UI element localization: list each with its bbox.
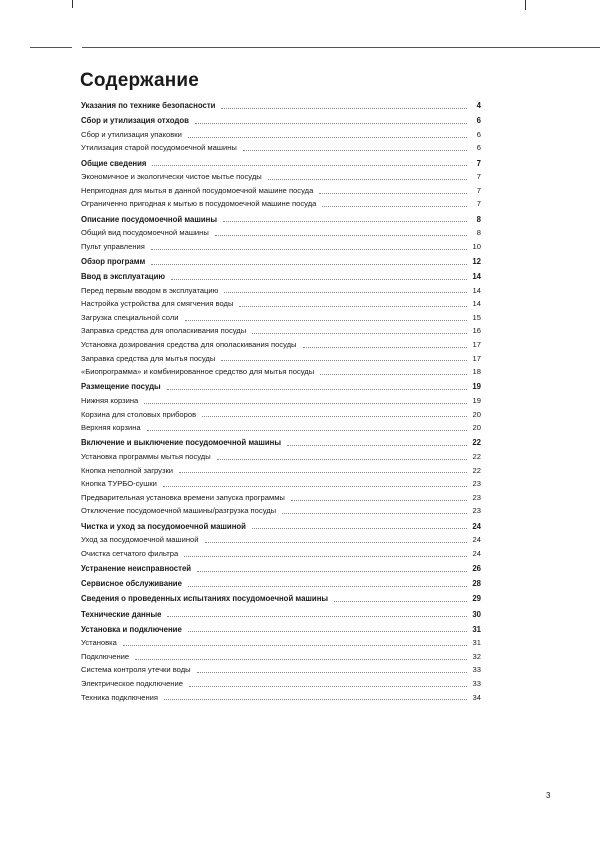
dot-leader	[185, 319, 467, 321]
dot-leader	[151, 263, 467, 265]
dot-leader	[202, 415, 467, 417]
page-number: 3	[546, 791, 551, 800]
toc-entry-title: Чистка и уход за посудомоечной машиной	[81, 521, 246, 531]
dot-leader	[189, 685, 467, 687]
toc-entry	[81, 691, 481, 705]
dot-leader	[188, 630, 467, 632]
toc-entry-page: 22	[472, 452, 481, 461]
page-title: Содержание	[80, 70, 200, 91]
toc-entry	[81, 297, 481, 311]
toc-section	[81, 380, 481, 394]
toc-entry-title: Нижняя корзина	[81, 396, 139, 406]
toc-entry-title: Система контроля утечки воды	[81, 665, 191, 675]
toc-entry-page: 24	[472, 521, 481, 531]
toc-entry	[81, 464, 481, 478]
toc-entry-title: Заправка средства для мытья посуды	[81, 353, 216, 363]
toc-entry-title: Общий вид посудомоечной машины	[81, 228, 209, 238]
dot-leader	[282, 512, 467, 514]
toc-entry-page: 20	[472, 423, 481, 433]
toc-entry-title: Установка и подключение	[81, 624, 182, 634]
toc-entry-title: Утилизация старой посудомоечной машины	[81, 143, 237, 153]
dot-leader	[334, 600, 467, 602]
toc-section	[81, 562, 481, 576]
toc-entry-title: Размещение посуды	[81, 382, 161, 392]
toc-entry-title: Установка дозирования средства для ополаскивания посуды	[81, 340, 297, 350]
toc-section	[81, 213, 481, 227]
crop-mark-right	[525, 0, 526, 10]
toc-entry-title: Кнопка неполной загрузки	[81, 465, 174, 475]
toc-entry-title: Установка	[81, 638, 117, 648]
dot-leader	[243, 149, 467, 151]
toc-entry-page: 24	[472, 548, 481, 558]
toc-entry-page: 23	[472, 506, 481, 516]
toc-entry-title: Верхняя корзина	[81, 423, 141, 433]
dot-leader	[303, 346, 467, 348]
toc-entry	[81, 636, 481, 650]
toc-entry	[81, 240, 481, 254]
crop-mark-left	[72, 0, 73, 8]
toc-entry	[81, 128, 481, 142]
toc-entry-page: 31	[472, 638, 481, 648]
dot-leader	[163, 485, 467, 487]
dot-leader	[171, 278, 467, 280]
dot-leader	[152, 164, 467, 166]
toc-section	[81, 623, 481, 637]
toc-entry-page: 15	[472, 312, 481, 322]
toc-entry-page: 4	[476, 101, 481, 110]
toc-entry-title: Установка программы мытья посуды	[81, 452, 211, 461]
toc-entry-title: Непригодная для мытья в данной посудомоечной машине посуда	[81, 185, 314, 195]
toc-entry	[81, 421, 481, 435]
dot-leader	[223, 220, 467, 222]
toc-entry-title: Сервисное обслуживание	[81, 579, 182, 589]
toc-entry	[81, 663, 481, 677]
toc-entry-page: 23	[472, 479, 481, 489]
toc-entry-page: 19	[472, 396, 481, 406]
dot-leader	[221, 359, 467, 361]
toc-entry-page: 16	[472, 326, 481, 336]
toc-entry-page: 33	[472, 679, 481, 689]
dot-leader	[135, 658, 467, 660]
dot-leader	[205, 541, 467, 543]
toc-section	[81, 157, 481, 171]
toc-entry-page: 26	[472, 563, 481, 573]
toc-entry-title: Сведения о проведенных испытаниях посудомоечной машины	[81, 594, 329, 604]
toc-entry-page: 7	[476, 158, 481, 168]
toc-entry-page: 22	[472, 438, 481, 448]
toc-entry-page: 7	[476, 185, 481, 195]
dot-leader	[188, 136, 467, 138]
toc-entry-page: 30	[472, 609, 481, 619]
toc-entry	[81, 184, 481, 198]
toc-entry-title: Корзина для столовых приборов	[81, 409, 197, 419]
toc-entry	[81, 450, 481, 464]
dot-leader	[164, 698, 467, 700]
toc-entry	[81, 408, 481, 422]
toc-entry-title: Электрическое подключение	[81, 679, 183, 689]
dot-leader	[195, 122, 467, 124]
toc-entry-title: Устранение неисправностей	[81, 563, 192, 573]
toc-entry	[81, 365, 481, 379]
toc-entry	[81, 477, 481, 491]
toc-entry-title: Обзор программ	[81, 256, 146, 266]
dot-leader	[252, 332, 467, 334]
dot-leader	[144, 402, 467, 404]
toc-section	[81, 255, 481, 269]
toc-entry	[81, 394, 481, 408]
toc-entry-title: Описание посудомоечной машины	[81, 214, 217, 224]
dot-leader	[151, 248, 467, 250]
dot-leader	[123, 644, 467, 646]
dot-leader	[239, 305, 467, 307]
toc-entry	[81, 650, 481, 664]
toc-section	[81, 592, 481, 606]
toc-entry-page: 7	[476, 199, 481, 209]
top-rule-left	[30, 47, 72, 48]
toc-entry-page: 23	[472, 492, 481, 502]
toc-entry-title: Общие сведения	[81, 158, 147, 168]
top-rule-right	[82, 47, 600, 48]
toc-entry-title: Перед первым вводом в эксплуатацию	[81, 285, 219, 295]
toc-entry-title: Кнопка ТУРБО-сушки	[81, 479, 157, 489]
toc-entry	[81, 338, 481, 352]
toc-entry-title: Включение и выключение посудомоечной машины	[81, 438, 282, 448]
table-of-contents	[81, 99, 481, 704]
dot-leader	[252, 527, 467, 529]
toc-entry	[81, 324, 481, 338]
toc-entry-page: 14	[472, 285, 481, 295]
toc-entry	[81, 226, 481, 240]
toc-entry-page: 17	[472, 340, 481, 350]
toc-entry-page: 32	[472, 651, 481, 661]
toc-entry-page: 7	[476, 172, 481, 182]
toc-entry-page: 6	[476, 143, 481, 153]
toc-entry-page: 17	[472, 353, 481, 363]
toc-entry-page: 6	[476, 116, 481, 126]
dot-leader	[147, 429, 467, 431]
toc-section	[81, 577, 481, 591]
dot-leader	[184, 555, 467, 557]
toc-entry-page: 8	[476, 228, 481, 238]
dot-leader	[268, 178, 467, 180]
toc-entry-page: 6	[476, 129, 481, 139]
toc-entry	[81, 547, 481, 561]
dot-leader	[322, 205, 467, 207]
toc-entry-title: Ограниченно пригодная к мытью в посудомоечной машине посуда	[81, 199, 317, 209]
toc-entry	[81, 352, 481, 366]
toc-entry-page: 29	[472, 594, 481, 604]
dot-leader	[188, 585, 467, 587]
toc-entry-title: Отключение посудомоечной машины/разгрузка посуды	[81, 506, 277, 516]
toc-entry-page: 20	[472, 409, 481, 419]
toc-entry-page: 12	[472, 256, 481, 266]
toc-entry-title: Сбор и утилизация отходов	[81, 116, 189, 126]
toc-entry-page: 22	[472, 465, 481, 475]
dot-leader	[215, 234, 467, 236]
toc-entry-page: 14	[472, 299, 481, 309]
dot-leader	[217, 458, 467, 460]
toc-entry-page: 28	[472, 579, 481, 589]
toc-section	[81, 436, 481, 450]
toc-entry	[81, 533, 481, 547]
toc-entry-title: Подключение	[81, 651, 130, 661]
toc-entry-title: Указания по технике безопасности	[81, 101, 216, 110]
toc-entry-title: Уход за посудомоечной машиной	[81, 535, 199, 545]
dot-leader	[224, 291, 467, 293]
dot-leader	[291, 499, 467, 501]
toc-entry-page: 33	[472, 665, 481, 675]
dot-leader	[167, 615, 467, 617]
dot-leader	[319, 192, 467, 194]
dot-leader	[197, 671, 467, 673]
toc-section	[81, 608, 481, 622]
toc-entry	[81, 491, 481, 505]
toc-entry-title: Техника подключения	[81, 692, 159, 702]
dot-leader	[197, 570, 467, 572]
toc-section	[81, 99, 481, 113]
toc-entry-title: Ввод в эксплуатацию	[81, 272, 166, 282]
dot-leader	[179, 471, 467, 473]
toc-entry-title: Заправка средства для ополаскивания посуды	[81, 326, 247, 336]
dot-leader	[320, 373, 467, 375]
toc-entry-title: Настройка устройства для смягчения воды	[81, 299, 234, 309]
toc-section	[81, 520, 481, 534]
toc-entry-page: 19	[472, 382, 481, 392]
toc-section	[81, 114, 481, 128]
toc-entry-page: 8	[476, 214, 481, 224]
toc-entry	[81, 170, 481, 184]
toc-entry	[81, 677, 481, 691]
toc-entry-page: 10	[472, 241, 481, 251]
toc-entry-page: 31	[472, 624, 481, 634]
toc-entry	[81, 141, 481, 155]
toc-entry	[81, 284, 481, 298]
toc-entry	[81, 504, 481, 518]
toc-entry-title: Предварительная установка времени запуска программы	[81, 492, 285, 502]
toc-entry-title: Очистка сетчатого фильтра	[81, 548, 179, 558]
toc-entry	[81, 197, 481, 211]
toc-entry	[81, 311, 481, 325]
toc-entry-title: «Биопрограмма» и комбинированное средство для мытья посуды	[81, 367, 315, 377]
toc-entry-page: 34	[472, 692, 481, 702]
toc-entry-title: Экономичное и экологически чистое мытье посуды	[81, 172, 262, 182]
toc-entry-title: Технические данные	[81, 609, 162, 619]
toc-section	[81, 270, 481, 284]
toc-entry-title: Пульт управления	[81, 241, 145, 251]
dot-leader	[167, 388, 467, 390]
dot-leader	[287, 444, 467, 446]
toc-entry-page: 24	[472, 535, 481, 545]
toc-entry-page: 14	[472, 272, 481, 282]
toc-entry-title: Загрузка специальной соли	[81, 312, 179, 322]
dot-leader	[221, 107, 467, 109]
toc-entry-title: Сбор и утилизация упаковки	[81, 129, 182, 139]
toc-entry-page: 18	[472, 367, 481, 377]
